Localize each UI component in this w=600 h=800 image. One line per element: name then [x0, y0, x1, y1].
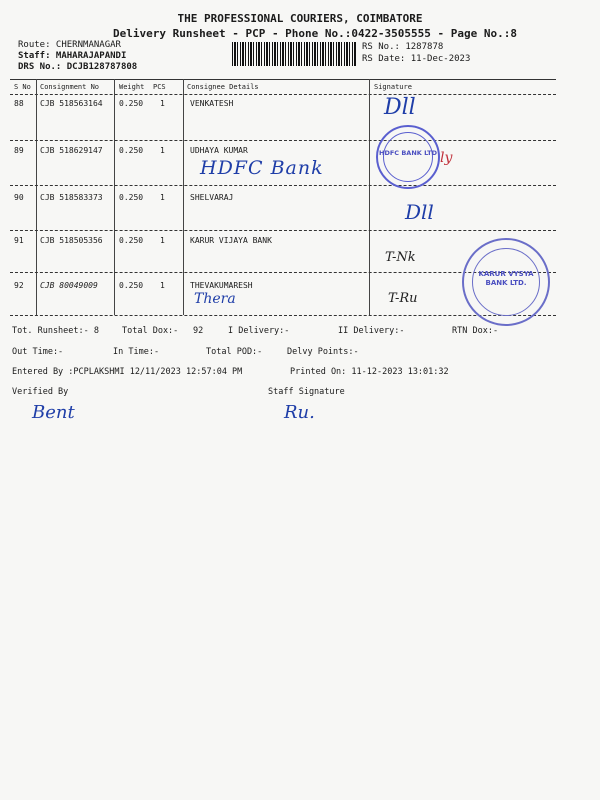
table-row-pcs: 1	[160, 193, 165, 202]
rs-date: RS Date: 11-Dec-2023	[362, 54, 471, 64]
table-row-consignee: UDHAYA KUMAR	[190, 146, 248, 155]
table-top-rule	[10, 79, 556, 80]
row-separator	[10, 185, 556, 186]
i-delivery: I Delivery:-	[228, 326, 290, 336]
table-row-consignee: VENKATESH	[190, 99, 234, 108]
table-row-pcs: 1	[160, 99, 165, 108]
col-divider	[114, 79, 115, 315]
table-row-sno: 88	[14, 99, 24, 108]
col-divider	[369, 79, 370, 315]
ii-delivery: II Delivery:-	[338, 326, 405, 336]
route-label: Route: CHERNMANAGAR	[18, 40, 121, 50]
printed-on: Printed On: 11-12-2023 13:01:32	[290, 367, 449, 377]
company-title: THE PROFESSIONAL COURIERS, COIMBATORE	[177, 12, 423, 25]
table-row-pcs: 1	[160, 281, 165, 290]
staff-signature: Ru.	[284, 402, 315, 423]
table-row-consignment: CJB 518629147	[40, 146, 103, 155]
rtn-dox: RTN Dox:-	[452, 326, 499, 336]
table-row-consignment: CJB 518563164	[40, 99, 103, 108]
hdfc-stamp-text: HDFC BANK LTD	[379, 149, 437, 157]
rs-number: RS No.: 1287878	[362, 42, 444, 52]
table-row-consignment: CJB 518505356	[40, 236, 103, 245]
table-row-consignment: CJB 518583373	[40, 193, 103, 202]
runsheet-subtitle: Delivery Runsheet - PCP - Phone No.:0422-3505555 - Page No.:8	[113, 27, 517, 40]
signature-91: T-Nk	[385, 250, 416, 265]
col-header-signature: Signature	[374, 83, 412, 91]
table-row-sno: 90	[14, 193, 24, 202]
table-row-weight: 0.250	[119, 146, 144, 155]
col-header-consignment: Consignment No	[40, 83, 100, 91]
table-row-consignee: KARUR VIJAYA BANK	[190, 236, 272, 245]
table-row-sno: 91	[14, 236, 24, 245]
signature-90: Dll	[405, 200, 434, 224]
row-separator	[10, 230, 556, 231]
col-header-weight: Weight	[119, 83, 145, 91]
total-dox-label: Total Dox:-	[122, 326, 179, 336]
verified-by-label: Verified By	[12, 387, 69, 397]
col-header-sno: S No	[14, 83, 31, 91]
col-divider	[183, 79, 184, 315]
signature-92: T-Ru	[388, 291, 418, 306]
table-row-pcs: 1	[160, 236, 165, 245]
total-pod: Total POD:-	[206, 347, 263, 357]
tot-runsheet: Tot. Runsheet:- 8	[12, 326, 99, 336]
col-header-consignee: Consignee Details	[187, 83, 259, 91]
table-row-weight: 0.250	[119, 236, 144, 245]
table-row-weight: 0.250	[119, 281, 144, 290]
staff-signature-label: Staff Signature	[268, 387, 345, 397]
drs-number: DRS No.: DCJB128787808	[18, 62, 138, 72]
table-row-consignee: THEVAKUMARESH	[190, 281, 253, 290]
entered-by: Entered By :PCPLAKSHMI 12/11/2023 12:57:04 PM	[12, 367, 243, 377]
table-row-consignment: CJB 80049009	[40, 281, 98, 290]
table-header-rule	[10, 94, 556, 95]
table-row-sno: 89	[14, 146, 24, 155]
row-separator	[10, 140, 556, 141]
table-bottom-rule	[10, 315, 556, 316]
hdfc-bank-stamp	[376, 125, 440, 189]
handwritten-hdfc-bank: HDFC Bank	[200, 157, 324, 179]
table-row-weight: 0.250	[119, 99, 144, 108]
verified-by-signature: Bent	[32, 402, 75, 423]
table-row-consignee: SHELVARAJ	[190, 193, 234, 202]
karur-vysya-bank-stamp	[462, 238, 550, 326]
barcode-image	[232, 42, 356, 66]
table-row-weight: 0.250	[119, 193, 144, 202]
col-header-pcs: PCS	[153, 83, 166, 91]
table-row-pcs: 1	[160, 146, 165, 155]
col-divider	[36, 79, 37, 315]
karur-stamp-text: KARUR VYSYA BANK LTD.	[478, 270, 534, 287]
out-time: Out Time:-	[12, 347, 64, 357]
handwritten-thera: Thera	[194, 291, 236, 307]
signature-88: Dll	[384, 95, 416, 120]
staff-label: Staff: MAHARAJAPANDI	[18, 51, 127, 61]
signature-89: ly	[440, 150, 453, 166]
delvy-points: Delvy Points:-	[287, 347, 359, 357]
in-time: In Time:-	[113, 347, 160, 357]
total-dox-value: 92	[193, 326, 204, 336]
table-row-sno: 92	[14, 281, 24, 290]
